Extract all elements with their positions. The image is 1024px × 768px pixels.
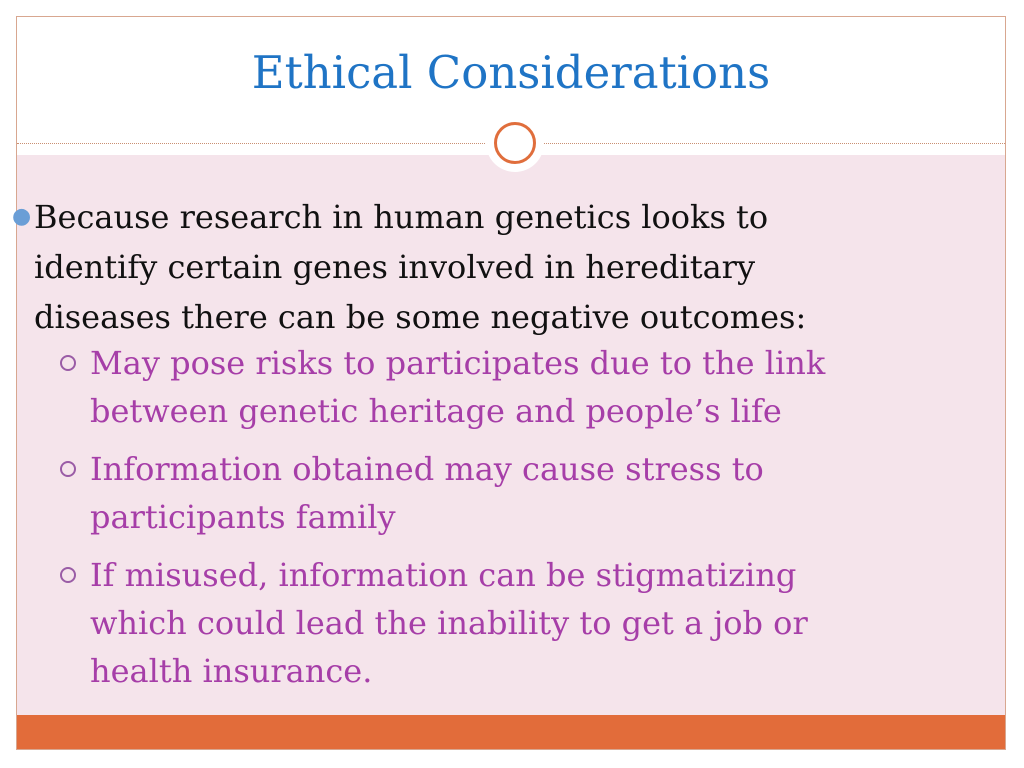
ring-ornament-inner: [494, 122, 536, 164]
sub-bullet-text: If misused, information can be stigmatizing which could lead the inability to get a job or health insurance.: [90, 556, 808, 690]
main-bullet-text: Because research in human genetics looks to identify certain genes involved in hereditary diseases there can be some negative outcomes:: [34, 198, 807, 336]
hollow-circle-icon: [60, 567, 76, 583]
bullet-dot-icon: ●: [12, 204, 32, 229]
footer-bar: [17, 715, 1005, 749]
main-bullet: [12, 192, 854, 342]
slide-title: Ethical Considerations: [251, 46, 771, 99]
sub-bullet-text: May pose risks to participates due to the link between genetic heritage and people’s life: [90, 344, 826, 430]
sub-bullet-item: [60, 339, 880, 435]
sub-bullet-item: [60, 551, 880, 695]
sub-bullet-list: [60, 339, 880, 705]
hollow-circle-icon: [60, 461, 76, 477]
ring-ornament-icon: [486, 114, 544, 172]
sub-bullet-item: [60, 445, 880, 541]
sub-bullet-text: Information obtained may cause stress to participants family: [90, 450, 764, 536]
hollow-circle-icon: [60, 355, 76, 371]
